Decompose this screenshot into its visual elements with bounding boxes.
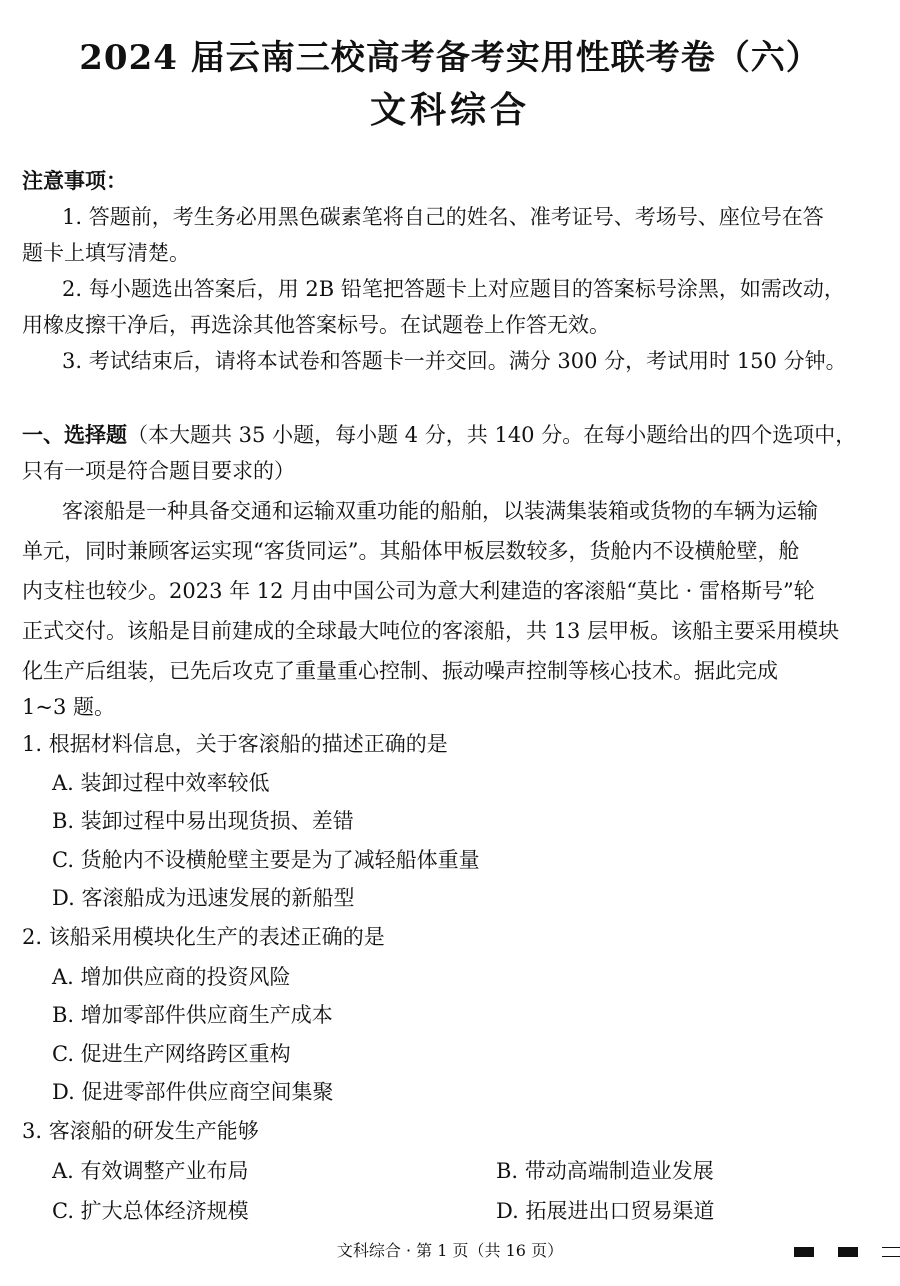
section-1-intro (22, 420, 888, 450)
question-1-option-c: C. 货舱内不设横舱壁主要是为了减轻船体重量 (52, 848, 480, 872)
question-1-option-d: D. 客滚船成为迅速发展的新船型 (52, 886, 355, 910)
notice-item-2-line-1: 2. 每小题选出答案后，用 2B 铅笔把答题卡上对应题目的答案标号涂黑，如需改动， (62, 277, 845, 301)
question-1-option-a: A. 装卸过程中效率较低 (52, 771, 270, 795)
exam-subtitle: 文科综合 (369, 89, 530, 131)
passage-line: 客滚船是一种具备交通和运输双重功能的船舶，以装满集装箱或货物的车辆为运输 (62, 499, 818, 523)
registration-mark-open (882, 1247, 900, 1257)
section-1-desc-line-1: （本大题共 35 小题，每小题 4 分，共 140 分。在每小题给出的四个选项中， (127, 423, 857, 447)
question-1-option-b: B. 装卸过程中易出现货损、差错 (52, 809, 354, 833)
notice-item-1-line-1: 1. 答题前，考生务必用黑色碳素笔将自己的姓名、准考证号、考场号、座位号在答 (62, 205, 824, 229)
question-3-option-d: D. 拓展进出口贸易渠道 (496, 1199, 715, 1223)
passage-line: 正式交付。该船是目前建成的全球最大吨位的客滚船，共 13 层甲板。该船主要采用模块 (22, 619, 840, 643)
notice-heading: 注意事项： (22, 168, 127, 193)
page-footer: 文科综合 · 第 1 页（共 16 页） (336, 1241, 564, 1260)
question-2-stem: 2. 该船采用模块化生产的表述正确的是 (22, 925, 385, 949)
notice-item-3: 3. 考试结束后，请将本试卷和答题卡一并交回。满分 300 分，考试用时 150 分钟。 (62, 349, 847, 373)
notice-item-1-line-2: 题卡上填写清楚。 (22, 241, 190, 265)
passage-line: 1~3 题。 (22, 695, 115, 719)
question-3-option-c: C. 扩大总体经济规模 (52, 1199, 249, 1223)
question-3-option-a: A. 有效调整产业布局 (52, 1159, 249, 1183)
registration-mark (838, 1247, 858, 1257)
passage-line: 内支柱也较少。2023 年 12 月由中国公司为意大利建造的客滚船“莫比 · 雷格斯号”轮 (22, 579, 815, 603)
passage-line: 单元，同时兼顾客运实现“客货同运”。其船体甲板层数较多，货舱内不设横舱壁，舱 (22, 539, 800, 563)
question-1-stem: 1. 根据材料信息，关于客滚船的描述正确的是 (22, 732, 448, 756)
question-3-stem: 3. 客滚船的研发生产能够 (22, 1119, 259, 1143)
question-2-option-c: C. 促进生产网络跨区重构 (52, 1042, 291, 1066)
passage-line: 化生产后组装，已先后攻克了重量重心控制、振动噪声控制等核心技术。据此完成 (22, 659, 778, 683)
registration-mark (794, 1247, 814, 1257)
section-1-heading: 一、选择题 (22, 422, 127, 447)
exam-title: 2024 届云南三校高考备考实用性联考卷（六） (79, 38, 821, 78)
section-1-desc-line-2: 只有一项是符合题目要求的） (22, 459, 295, 483)
question-2-option-a: A. 增加供应商的投资风险 (52, 965, 291, 989)
question-2-option-b: B. 增加零部件供应商生产成本 (52, 1003, 333, 1027)
question-2-option-d: D. 促进零部件供应商空间集聚 (52, 1080, 334, 1104)
notice-item-2-line-2: 用橡皮擦干净后，再选涂其他答案标号。在试题卷上作答无效。 (22, 313, 610, 337)
question-3-option-b: B. 带动高端制造业发展 (496, 1159, 714, 1183)
